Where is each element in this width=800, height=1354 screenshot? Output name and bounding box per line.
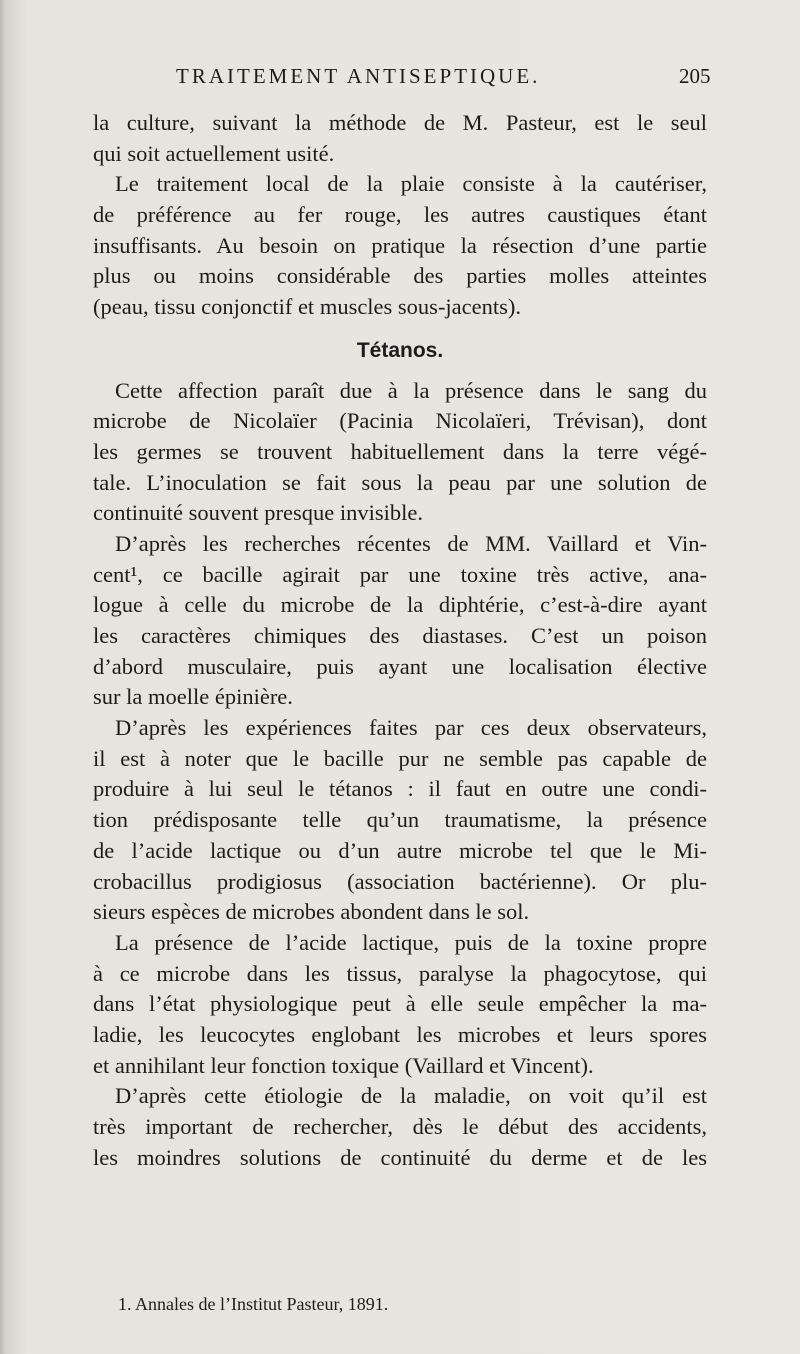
text-line: Cette affection paraît due à la présence dans le sang du [115, 377, 707, 403]
paragraph [93, 169, 707, 322]
paragraph [93, 529, 707, 713]
text-line: D’après les expériences faites par ces deux observateurs, [115, 715, 707, 741]
text-line: la culture, suivant la méthode de M. Pasteur, est le seul [93, 110, 707, 135]
text-line: cent¹, ce bacille agirait par une toxine très active, ana- [93, 561, 707, 587]
text-line: sieurs espèces de microbes abondent dans le sol. [93, 899, 530, 925]
paragraph [93, 376, 707, 529]
text-line: microbe de Nicolaïer (Pacinia Nicolaïeri, Trévisan), dont [93, 408, 707, 434]
text-line: Le traitement local de la plaie consiste à la cautériser, [115, 171, 707, 197]
text-line: D’après les recherches récentes de MM. Vaillard et Vin- [115, 530, 707, 556]
page-header [0, 64, 800, 94]
text-line: (peau, tissu conjonctif et muscles sous-jacents). [93, 294, 522, 320]
text-line: qui soit actuellement usité. [93, 140, 335, 166]
page-number: 205 [679, 64, 711, 88]
text-line: logue à celle du microbe de la diphtérie, c’est-à-dire ayant [93, 592, 707, 618]
footnote: 1. Annales de l’Institut Pasteur, 1891. [118, 1294, 389, 1314]
text-line: les moindres solutions de continuité du derme et de les [93, 1144, 707, 1170]
text-line: ladie, les leucocytes englobant les microbes et leurs spores [93, 1021, 707, 1047]
paragraph [93, 713, 707, 928]
section-heading: Tétanos. [356, 338, 444, 362]
text-line: les germes se trouvent habituellement dans la terre végé- [93, 438, 707, 464]
text-line: les caractères chimiques des diastases. C’est un poison [93, 623, 707, 648]
page-body [93, 108, 707, 1173]
text-line: sur la moelle épinière. [93, 684, 293, 710]
text-line: de préférence au fer rouge, les autres caustiques étant [93, 202, 707, 228]
paragraph [93, 108, 707, 169]
text-line: d’abord musculaire, puis ayant une localisation élective [93, 653, 707, 679]
text-line: il est à noter que le bacille pur ne semble pas capable de [93, 745, 707, 771]
text-line: tale. L’inoculation se fait sous la peau par une solution de [93, 469, 707, 495]
text-line: très important de rechercher, dès le début des accidents, [93, 1114, 707, 1139]
text-line: insuffisants. Au besoin on pratique la résection d’une partie [93, 232, 707, 258]
text-line: tion prédisposante telle qu’un traumatisme, la présence [93, 807, 707, 833]
text-line: La présence de l’acide lactique, puis de la toxine propre [115, 929, 707, 955]
text-line: continuité souvent presque invisible. [93, 500, 423, 526]
text-line: dans l’état physiologique peut à elle seule empêcher la ma- [93, 991, 707, 1017]
text-line: et annihilant leur fonction toxique (Vaillard et Vincent). [93, 1052, 594, 1078]
text-line: à ce microbe dans les tissus, paralyse la phagocytose, qui [93, 960, 707, 986]
paragraph [93, 1081, 707, 1173]
text-line: D’après cette étiologie de la maladie, on voit qu’il est [115, 1083, 707, 1109]
text-line: produire à lui seul le tétanos : il faut en outre une condi- [93, 776, 707, 802]
paragraph [93, 928, 707, 1081]
text-line: de l’acide lactique ou d’un autre microbe tel que le Mi- [93, 837, 707, 863]
text-line: plus ou moins considérable des parties molles atteintes [93, 263, 707, 289]
text-line: crobacillus prodigiosus (association bactérienne). Or plu- [93, 868, 707, 894]
running-title: TRAITEMENT ANTISEPTIQUE. [176, 64, 541, 88]
